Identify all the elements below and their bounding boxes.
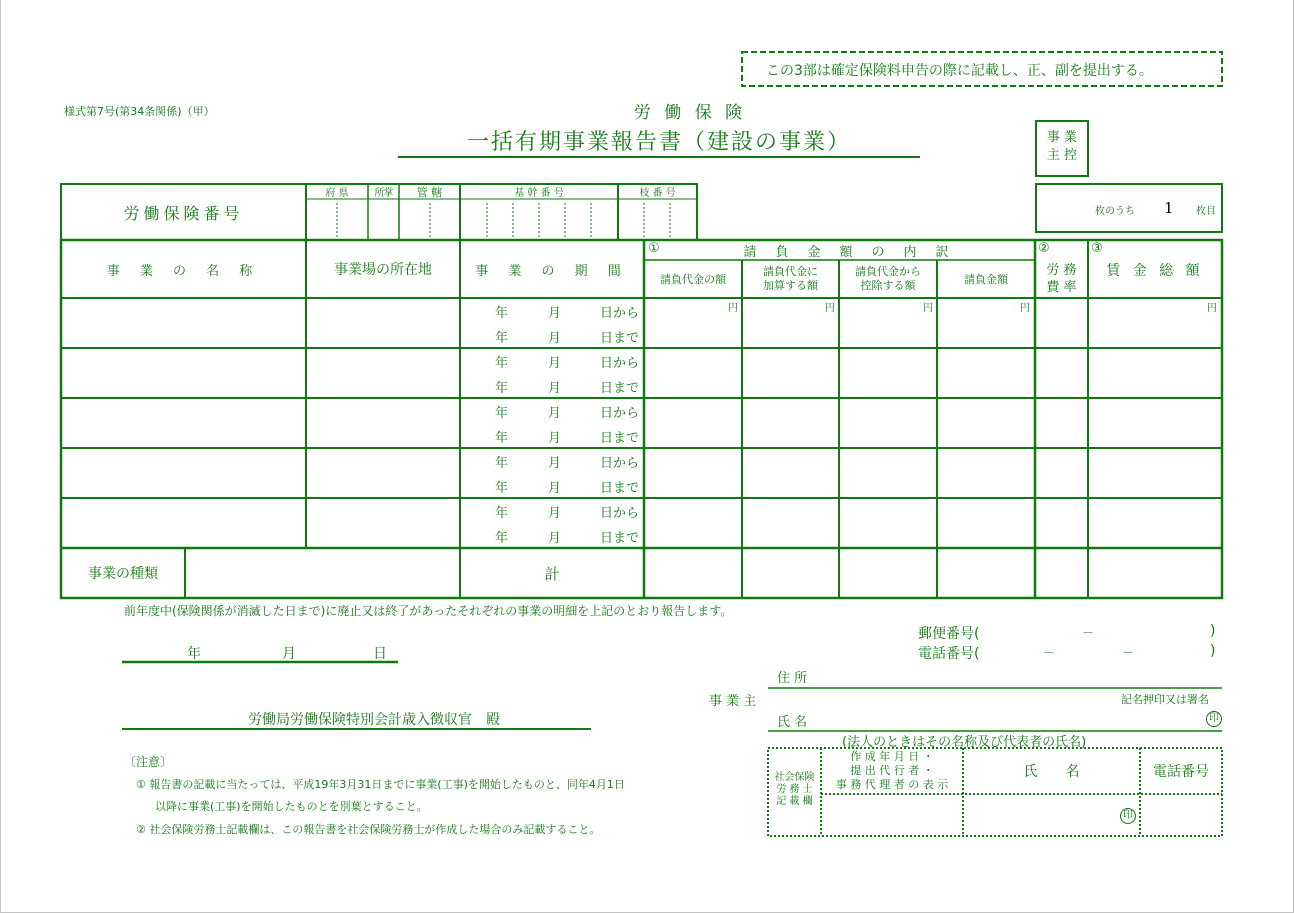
sr-creator-line3: 事 務 代 理 者 の 表 示 xyxy=(835,778,949,791)
title-sub: 労 働 保 険 xyxy=(633,103,747,123)
total-contract-input[interactable] xyxy=(940,360,1033,394)
sr-side-label xyxy=(768,772,821,808)
postal-close: ) xyxy=(1210,623,1216,639)
period-to-label: 日まで xyxy=(600,381,640,396)
contract-amount-input[interactable] xyxy=(647,460,740,494)
added-amount-input[interactable] xyxy=(745,510,837,544)
period-from-label: 日から xyxy=(600,406,640,421)
contract-amount-input[interactable] xyxy=(647,310,740,344)
page-title: 一括有期事業報告書（建設の事業） xyxy=(466,130,851,155)
subheader-prefecture: 府 県 xyxy=(325,188,349,199)
period-month-label: 月 xyxy=(548,406,562,421)
added-amount-input[interactable] xyxy=(745,360,837,394)
period-from-label: 日から xyxy=(600,456,640,471)
date-day: 日 xyxy=(373,646,387,662)
business-name-input[interactable] xyxy=(65,360,304,394)
copy-mark xyxy=(1036,129,1088,165)
corp-note: (法人のときはその名称及び代表者の氏名) xyxy=(842,735,1087,750)
period-from-label: 日から xyxy=(600,506,640,521)
employer-label: 事 業 主 xyxy=(709,694,757,709)
business-name-input[interactable] xyxy=(65,410,304,444)
added-amount-input[interactable] xyxy=(745,410,837,444)
deducted-amount-input[interactable] xyxy=(842,510,935,544)
period-month-label: 月 xyxy=(548,506,562,521)
seal-note: 記名押印又は署名 xyxy=(1121,693,1209,706)
total-wages-input[interactable] xyxy=(1091,360,1219,394)
period-year-label: 年 xyxy=(495,531,509,546)
sr-side-line3: 記 載 欄 xyxy=(776,796,813,807)
period-year-label: 年 xyxy=(495,306,509,321)
phone-label: 電話番号( xyxy=(918,646,980,662)
deducted-amount-input[interactable] xyxy=(842,310,935,344)
period-month-label: 月 xyxy=(548,306,562,321)
sr-tel-header: 電話番号 xyxy=(1153,764,1209,780)
sr-creator-label xyxy=(821,750,963,792)
labor-rate-input[interactable] xyxy=(1038,410,1086,444)
col-total-wages: 賃 金 総 額 xyxy=(1106,263,1204,279)
subheader-jurisdiction: 所掌 xyxy=(374,188,393,199)
total-label: 計 xyxy=(544,564,560,583)
sr-creator-line2: 提 出 代 行 者 ・ xyxy=(850,764,934,777)
col-contract-amount: 請負代金の額 xyxy=(660,273,726,286)
period-to-label: 日まで xyxy=(600,331,640,346)
date-month: 月 xyxy=(282,646,296,662)
added-amount-input[interactable] xyxy=(745,310,837,344)
yen-mark: 円 xyxy=(1020,303,1030,314)
business-name-input[interactable] xyxy=(65,510,304,544)
sheet-suffix: 枚目 xyxy=(1196,206,1216,217)
report-statement: 前年度中(保険関係が消滅した日まで)に廃止又は終了があったそれぞれの事業の明細を上記のとおり報告します。 xyxy=(124,604,733,618)
col-period: 事 業 の 期 間 xyxy=(475,263,629,279)
period-month-label: 月 xyxy=(548,431,562,446)
sr-seal-mark: 印 xyxy=(1120,808,1136,824)
date-year: 年 xyxy=(187,646,201,662)
business-name-input[interactable] xyxy=(65,460,304,494)
total-wages-input[interactable] xyxy=(1091,460,1219,494)
period-year-label: 年 xyxy=(495,406,509,421)
breakdown-number: ① xyxy=(648,241,660,256)
labor-rate-input[interactable] xyxy=(1038,310,1086,344)
col-deducted-amount: 請負代金から 控除する額 xyxy=(855,265,921,292)
yen-mark: 円 xyxy=(1207,303,1217,314)
total-contract-input[interactable] xyxy=(940,460,1033,494)
business-name-input[interactable] xyxy=(65,310,304,344)
note-1: ① 報告書の記載に当たっては、平成19年3月31日までに事業(工事)を開始したものと、同年4月1日 xyxy=(136,778,625,791)
phone-dash-2: － xyxy=(1122,646,1135,660)
subheader-main-number: 基 幹 番 号 xyxy=(514,188,564,199)
labor-rate-input[interactable] xyxy=(1038,460,1086,494)
period-month-label: 月 xyxy=(548,331,562,346)
yen-mark: 円 xyxy=(825,303,835,314)
col-breakdown: 請 負 金 額 の 内 訳 xyxy=(743,244,952,260)
insurance-number-label: 労働保険番号 xyxy=(123,203,244,223)
location-input[interactable] xyxy=(309,510,458,544)
name-label: 氏 名 xyxy=(777,715,808,730)
copy-mark-line2: 主 控 xyxy=(1046,148,1078,163)
seal-mark: 印 xyxy=(1206,711,1222,727)
sheet-prefix: 枚のうち xyxy=(1095,206,1135,217)
total-wages-input[interactable] xyxy=(1091,410,1219,444)
location-input[interactable] xyxy=(309,360,458,394)
notice-text: この3部は確定保険料申告の際に記載し、正、副を提出する。 xyxy=(766,63,1153,79)
col-labor-rate-line2: 費 率 xyxy=(1046,280,1077,295)
period-month-label: 月 xyxy=(548,481,562,496)
col-labor-rate-line1: 労 務 xyxy=(1046,263,1077,278)
period-to-label: 日まで xyxy=(600,481,640,496)
subheader-office: 管 轄 xyxy=(416,185,443,199)
sr-side-line2: 労 務 士 xyxy=(776,784,813,795)
postal-dash: － xyxy=(1082,626,1095,640)
phone-dash-1: － xyxy=(1043,646,1056,660)
location-input[interactable] xyxy=(309,410,458,444)
period-to-label: 日まで xyxy=(600,531,640,546)
yen-mark: 円 xyxy=(923,303,933,314)
notes-title: 〔注意〕 xyxy=(124,755,173,769)
rate-number: ② xyxy=(1038,241,1050,256)
deducted-amount-input[interactable] xyxy=(842,460,935,494)
period-from-label: 日から xyxy=(600,306,640,321)
wage-number: ③ xyxy=(1091,241,1103,256)
business-type-label: 事業の種類 xyxy=(88,566,158,582)
period-year-label: 年 xyxy=(495,506,509,521)
contract-amount-input[interactable] xyxy=(647,410,740,444)
total-wages-input[interactable] xyxy=(1091,310,1219,344)
col-added-amount: 請負代金に 加算する額 xyxy=(763,265,818,292)
labor-rate-input[interactable] xyxy=(1038,510,1086,544)
business-type-input[interactable] xyxy=(188,551,458,595)
period-year-label: 年 xyxy=(495,456,509,471)
location-input[interactable] xyxy=(309,310,458,344)
address-label: 住 所 xyxy=(777,671,808,686)
note-2: ② 社会保険労務士記載欄は、この報告書を社会保険労務士が作成した場合のみ記載すること。 xyxy=(136,823,601,836)
added-amount-input[interactable] xyxy=(745,460,837,494)
period-from-label: 日から xyxy=(600,356,640,371)
addressee: 労働局労働保険特別会計歳入徴収官 殿 xyxy=(248,712,500,728)
period-year-label: 年 xyxy=(495,381,509,396)
period-year-label: 年 xyxy=(495,431,509,446)
location-input[interactable] xyxy=(309,460,458,494)
period-year-label: 年 xyxy=(495,331,509,346)
total-contract-input[interactable] xyxy=(940,310,1033,344)
postal-label: 郵便番号( xyxy=(918,626,980,642)
form-number: 様式第7号(第34条関係)（甲） xyxy=(64,105,215,118)
total-contract-input[interactable] xyxy=(940,510,1033,544)
col-total-contract: 請負金額 xyxy=(964,273,1008,286)
copy-mark-line1: 事 業 xyxy=(1046,130,1078,145)
deducted-amount-input[interactable] xyxy=(842,410,935,444)
phone-close: ) xyxy=(1210,643,1216,659)
labor-rate-input[interactable] xyxy=(1038,360,1086,394)
sr-side-line1: 社会保険 xyxy=(774,772,815,783)
col-labor-rate xyxy=(1035,262,1088,296)
contract-amount-input[interactable] xyxy=(647,360,740,394)
total-contract-input[interactable] xyxy=(940,410,1033,444)
period-month-label: 月 xyxy=(548,531,562,546)
sheet-number: 1 xyxy=(1164,199,1174,217)
period-month-label: 月 xyxy=(548,356,562,371)
col-location: 事業場の所在地 xyxy=(334,262,432,278)
total-wages-input[interactable] xyxy=(1091,510,1219,544)
sr-creator-line1: 作 成 年 月 日 ・ xyxy=(850,750,934,763)
subheader-branch-number: 枝 番 号 xyxy=(639,188,676,199)
period-month-label: 月 xyxy=(548,456,562,471)
period-year-label: 年 xyxy=(495,481,509,496)
contract-amount-input[interactable] xyxy=(647,510,740,544)
sr-name-header: 氏 名 xyxy=(1023,764,1080,780)
col-business-name: 事 業 の 名 称 xyxy=(106,263,261,279)
period-year-label: 年 xyxy=(495,356,509,371)
yen-mark: 円 xyxy=(728,303,738,314)
period-to-label: 日まで xyxy=(600,431,640,446)
period-month-label: 月 xyxy=(548,381,562,396)
deducted-amount-input[interactable] xyxy=(842,360,935,394)
note-1-cont: 以降に事業(工事)を開始したものとを別葉とすること。 xyxy=(155,800,428,813)
